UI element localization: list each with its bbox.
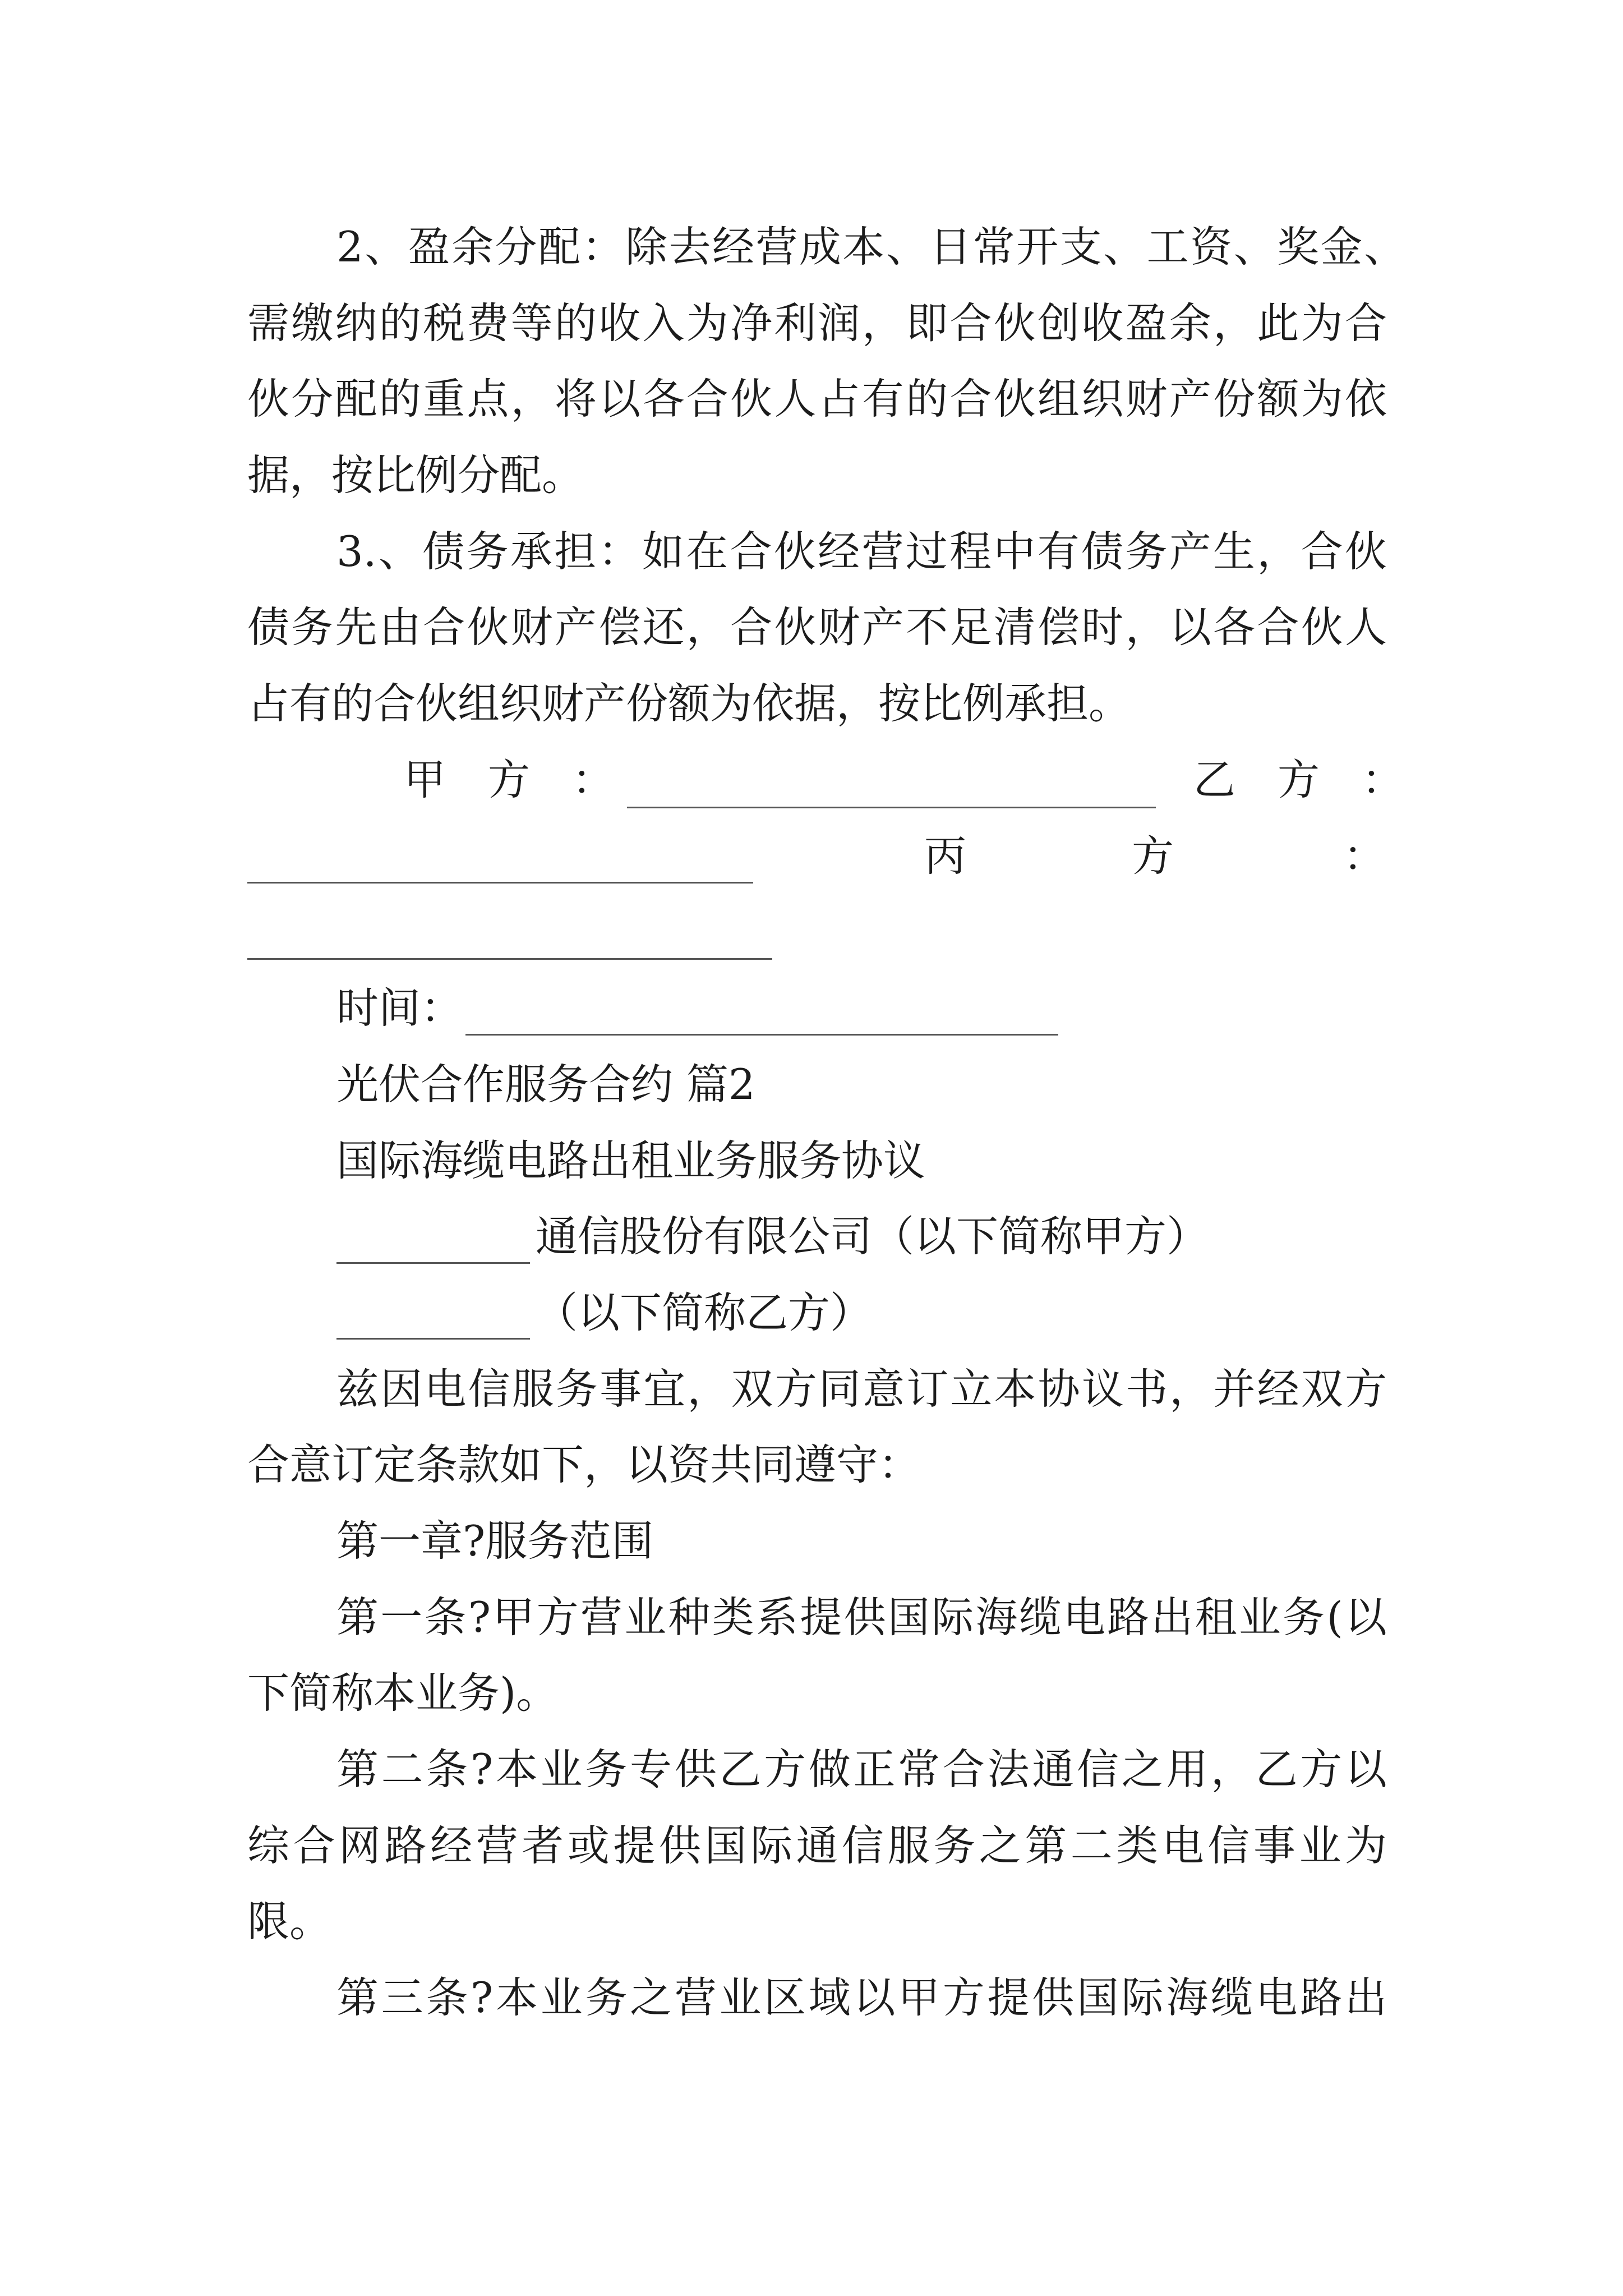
party-c-label-1: 丙 bbox=[924, 831, 967, 881]
para2-line2: 需缴纳的税费等的收入为净利润，即合伙创收盈余，此为合 bbox=[247, 298, 1387, 348]
para3-line3: 占有的合伙组织财产份额为依据，按比例承担。 bbox=[247, 679, 1131, 728]
time-label: 时间： bbox=[336, 983, 463, 1033]
intro-line2: 合意订定条款如下，以资共同遵守： bbox=[247, 1440, 921, 1489]
party-b-line: （以下简称乙方） bbox=[536, 1288, 873, 1337]
party-c-colon: ： bbox=[1343, 831, 1386, 881]
party-c-label-2: 方 bbox=[1132, 831, 1174, 881]
article2-line1: 第二条?本业务专供乙方做正常合法通信之用，乙方以 bbox=[336, 1745, 1387, 1794]
party-a-line: 通信股份有限公司（以下简称甲方） bbox=[536, 1212, 1209, 1261]
article1-line1: 第一条?甲方营业种类系提供国际海缆电路出租业务(以 bbox=[336, 1593, 1387, 1642]
party-b-label: 乙 方 ： bbox=[1193, 755, 1404, 804]
party-c-blank bbox=[247, 958, 772, 960]
chapter-1-title: 第一章?服务范围 bbox=[336, 1516, 654, 1566]
para2-line1: 2、盈余分配：除去经营成本、日常开支、工资、奖金、 bbox=[336, 222, 1406, 272]
party-b-blank bbox=[247, 882, 753, 884]
party-a-label: 甲 方 ： bbox=[404, 755, 615, 804]
agreement-title: 国际海缆电路出租业务服务协议 bbox=[336, 1136, 926, 1185]
article1-line2: 下简称本业务)。 bbox=[247, 1668, 559, 1718]
article3-line1: 第三条?本业务之营业区域以甲方提供国际海缆电路出 bbox=[336, 1973, 1387, 2022]
section-title: 光伏合作服务合约 篇2 bbox=[336, 1060, 755, 1109]
para2-line3: 伙分配的重点，将以各合伙人占有的合伙组织财产份额为依 bbox=[247, 374, 1387, 424]
article2-line3: 限。 bbox=[247, 1897, 332, 1946]
para3-line1: 3.、债务承担：如在合伙经营过程中有债务产生，合伙 bbox=[336, 527, 1387, 576]
party-a-name-blank bbox=[336, 1262, 530, 1264]
para2-line4: 据，按比例分配。 bbox=[247, 450, 584, 500]
article2-line2: 综合网路经营者或提供国际通信服务之第二类电信事业为 bbox=[247, 1821, 1387, 1870]
intro-line1: 兹因电信服务事宜，双方同意订立本协议书，并经双方 bbox=[336, 1364, 1387, 1414]
time-blank bbox=[465, 1034, 1058, 1036]
party-a-blank bbox=[627, 807, 1156, 808]
para3-line2: 债务先由合伙财产偿还，合伙财产不足清偿时，以各合伙人 bbox=[247, 602, 1387, 652]
party-b-name-blank bbox=[336, 1338, 530, 1340]
